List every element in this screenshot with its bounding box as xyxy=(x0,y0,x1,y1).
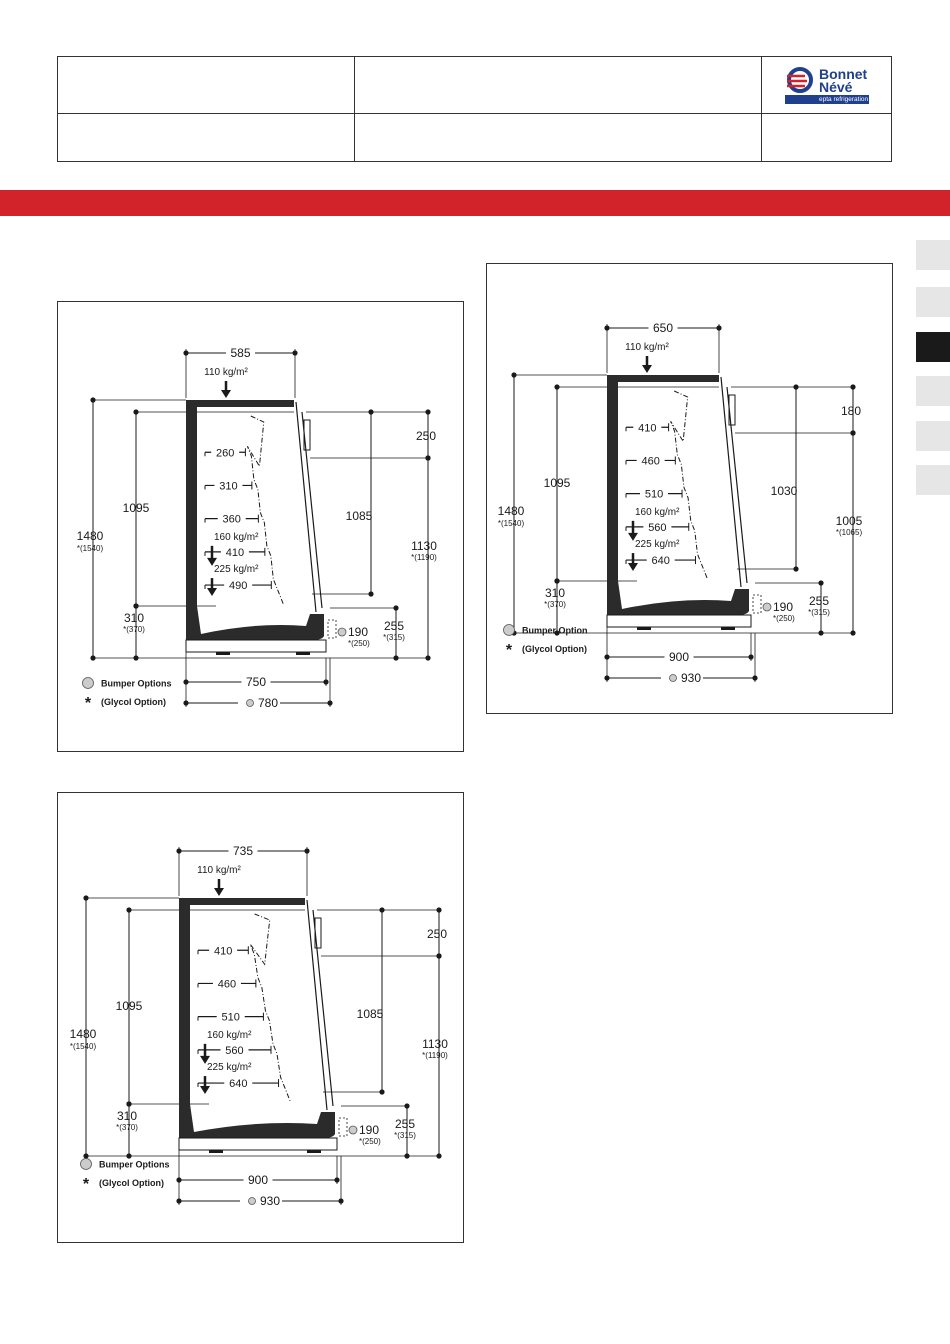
height-front-low: 255 xyxy=(394,1117,416,1131)
dimension-dot xyxy=(133,409,138,414)
shelf-depth-label: 640 xyxy=(229,1078,248,1091)
height-base: 310 xyxy=(123,611,145,625)
bumper-height: 190 xyxy=(773,600,794,614)
bumper-icon xyxy=(247,700,254,707)
height-front-glycol: *(1190) xyxy=(422,1051,448,1060)
dimension-dot xyxy=(604,325,609,330)
dimension-dot xyxy=(404,1153,409,1158)
cabinet-foot xyxy=(216,652,230,655)
height-inner: 1095 xyxy=(115,999,143,1013)
side-tab[interactable] xyxy=(916,240,950,270)
shelf-depth-label: 410 xyxy=(225,546,245,559)
side-tab[interactable] xyxy=(916,465,950,495)
logo-arrow-icon xyxy=(785,65,819,95)
height-total: 1480 xyxy=(69,1027,97,1041)
dimension-dot xyxy=(404,1103,409,1108)
dimension-dot xyxy=(425,655,430,660)
load-arrow-head xyxy=(628,563,638,571)
side-tab[interactable] xyxy=(916,376,950,406)
dimension-dot xyxy=(126,1101,131,1106)
cabinet-foot xyxy=(637,627,651,630)
height-right-top: 180 xyxy=(840,404,862,418)
dimension-dot xyxy=(176,848,181,853)
height-base-glycol: *(370) xyxy=(123,625,145,634)
front-frame xyxy=(296,402,316,612)
depth-bumper-dimension: 930 xyxy=(680,671,702,685)
brand-tagline: epta refrigeration xyxy=(819,96,869,103)
dimension-dot xyxy=(425,455,430,460)
header-divider xyxy=(761,57,762,161)
bumper-legend-icon xyxy=(504,625,515,636)
product-profile xyxy=(247,416,283,604)
height-base: 310 xyxy=(116,1109,138,1123)
height-front: 1130 xyxy=(422,1037,448,1051)
load-label: 225 kg/m² xyxy=(635,539,680,551)
dimension-dot xyxy=(818,580,823,585)
bumper-legend-icon xyxy=(83,678,94,689)
height-right: 1085 xyxy=(345,509,373,523)
height-front-glycol: *(1190) xyxy=(411,553,437,562)
depth-dimension: 900 xyxy=(668,650,690,664)
dimension-dot xyxy=(90,655,95,660)
dimension-dot xyxy=(133,603,138,608)
cabinet-plinth xyxy=(607,615,751,627)
load-label: 160 kg/m² xyxy=(214,531,259,543)
height-total-glycol: *(1540) xyxy=(76,544,104,553)
height-inner: 1095 xyxy=(122,501,150,515)
shelf-depth-label: 510 xyxy=(221,1011,240,1024)
bumper-outline xyxy=(753,595,761,613)
depth-dimension: 900 xyxy=(247,1173,269,1187)
dimension-dot xyxy=(183,700,188,705)
load-label: 110 kg/m² xyxy=(197,865,241,876)
front-frame xyxy=(727,387,747,583)
cabinet-foot xyxy=(307,1150,321,1153)
header-divider xyxy=(58,113,891,114)
dimension-dot xyxy=(334,1177,339,1182)
shelf-depth-label: 460 xyxy=(217,978,237,991)
dimension-dot xyxy=(338,1198,343,1203)
dimension-dot xyxy=(748,654,753,659)
height-front: 1005 xyxy=(835,514,863,528)
cabinet-plinth xyxy=(186,640,326,652)
load-arrow-head xyxy=(200,1086,210,1094)
dimension-dot xyxy=(818,630,823,635)
front-frame xyxy=(307,900,327,1110)
load-label: 110 kg/m² xyxy=(204,367,248,378)
bumper-outline xyxy=(328,620,336,638)
dimension-dot xyxy=(292,350,297,355)
dimension-dot xyxy=(90,397,95,402)
bumper-icon xyxy=(249,1198,256,1205)
height-front-low-glycol: *(315) xyxy=(383,633,405,642)
depth-bumper-dimension: 780 xyxy=(257,696,279,710)
dimension-dot xyxy=(752,675,757,680)
side-tab[interactable] xyxy=(916,421,950,451)
glycol-legend-label: (Glycol Option) xyxy=(522,644,587,654)
bumper-icon xyxy=(338,628,346,636)
cabinet-plinth xyxy=(179,1138,337,1150)
height-inner: 1095 xyxy=(543,476,571,490)
dimension-dot xyxy=(323,679,328,684)
product-profile xyxy=(250,914,290,1102)
dimension-dot xyxy=(393,655,398,660)
front-frame xyxy=(313,910,333,1106)
dimension-dot xyxy=(850,630,855,635)
header-table xyxy=(57,56,892,162)
load-arrow-head xyxy=(207,588,217,596)
header-divider xyxy=(354,57,355,161)
load-arrow-head xyxy=(642,365,652,373)
depth-dimension: 750 xyxy=(245,675,267,689)
bumper-height: 190 xyxy=(348,625,369,639)
bumper-icon xyxy=(349,1126,357,1134)
dimension-dot xyxy=(83,1153,88,1158)
diagram-panel-1 xyxy=(57,301,464,752)
shelf-depth-label: 260 xyxy=(216,447,235,460)
dimension-dot xyxy=(850,430,855,435)
shelf-depth-label: 510 xyxy=(644,488,664,501)
glycol-legend-label: (Glycol Option) xyxy=(99,1178,164,1188)
height-base-glycol: *(370) xyxy=(544,600,566,609)
bumper-legend-label: Bumper Options xyxy=(101,678,172,689)
dimension-dot xyxy=(126,907,131,912)
height-front-low: 255 xyxy=(383,619,405,633)
cabinet-tub xyxy=(607,581,749,615)
dimension-dot xyxy=(304,848,309,853)
dimension-dot xyxy=(176,1177,181,1182)
bumper-legend-icon xyxy=(81,1159,92,1170)
height-total-glycol: *(1540) xyxy=(69,1042,97,1051)
bumper-height: 190 xyxy=(359,1123,380,1137)
bumper-legend-label: Bumper Options xyxy=(99,1159,170,1170)
dimension-dot xyxy=(554,578,559,583)
asterisk-icon: * xyxy=(505,642,513,659)
height-front: 1130 xyxy=(411,539,437,553)
height-base: 310 xyxy=(544,586,566,600)
height-front-glycol: *(1065) xyxy=(835,528,863,537)
shelf-depth-label: 460 xyxy=(641,455,660,468)
side-tab-active[interactable] xyxy=(916,332,950,362)
dimension-dot xyxy=(436,907,441,912)
dimension-dot xyxy=(604,654,609,659)
cabinet-foot xyxy=(296,652,310,655)
glycol-legend-label: (Glycol Option) xyxy=(101,697,166,707)
shelf-depth-label: 360 xyxy=(222,513,241,526)
dimension-dot xyxy=(716,325,721,330)
bumper-legend-label: Bumper Option xyxy=(522,625,588,636)
height-total: 1480 xyxy=(497,504,525,518)
bumper-height-glycol: *(250) xyxy=(348,639,370,648)
load-arrow-head xyxy=(214,888,224,896)
dimension-dot xyxy=(126,1153,131,1158)
height-right-top: 250 xyxy=(426,927,448,941)
height-base-glycol: *(370) xyxy=(116,1123,138,1132)
load-arrow-head xyxy=(221,390,231,398)
shelf-depth-label: 310 xyxy=(219,480,238,493)
diagram-panel-3 xyxy=(57,792,464,1243)
load-label: 225 kg/m² xyxy=(214,564,259,576)
product-profile xyxy=(671,391,708,579)
dimension-dot xyxy=(850,384,855,389)
width-dimension: 650 xyxy=(652,321,674,335)
height-total-glycol: *(1540) xyxy=(497,519,525,528)
cabinet-section-diagram xyxy=(487,264,894,715)
dimension-dot xyxy=(604,675,609,680)
asterisk-icon: * xyxy=(82,1176,90,1193)
dimension-dot xyxy=(133,655,138,660)
bumper-icon xyxy=(670,675,677,682)
diagram-panel-2 xyxy=(486,263,893,714)
load-label: 225 kg/m² xyxy=(207,1062,252,1074)
brand-name-line2: Névé xyxy=(819,79,853,95)
bumper-height-glycol: *(250) xyxy=(773,614,795,623)
shelf-depth-label: 560 xyxy=(648,521,667,534)
depth-bumper-dimension: 930 xyxy=(259,1194,281,1208)
dimension-dot xyxy=(176,1198,181,1203)
height-right: 1085 xyxy=(356,1007,384,1021)
brand-name-line1: Bonnet xyxy=(819,66,868,82)
dimension-dot xyxy=(436,953,441,958)
dimension-dot xyxy=(183,679,188,684)
width-dimension: 585 xyxy=(230,346,251,360)
dimension-dot xyxy=(183,350,188,355)
shelf-depth-label: 560 xyxy=(225,1044,244,1057)
section-bar xyxy=(0,190,950,216)
height-right-top: 250 xyxy=(415,429,437,443)
height-right: 1030 xyxy=(770,484,798,498)
cabinet-section-diagram xyxy=(58,302,465,753)
cabinet-foot xyxy=(209,1150,223,1153)
cabinet-foot xyxy=(721,627,735,630)
load-label: 160 kg/m² xyxy=(635,506,680,518)
height-total: 1480 xyxy=(76,529,104,543)
cabinet-section-diagram xyxy=(58,793,465,1244)
height-front-low-glycol: *(315) xyxy=(394,1131,416,1140)
dimension-dot xyxy=(511,372,516,377)
shelf-depth-label: 640 xyxy=(651,555,670,568)
dimension-dot xyxy=(393,605,398,610)
shelf-depth-label: 490 xyxy=(228,580,248,593)
shelf-depth-label: 410 xyxy=(213,945,233,958)
height-front-low: 255 xyxy=(808,594,830,608)
cabinet-tub xyxy=(186,606,324,640)
bumper-outline xyxy=(339,1118,347,1136)
asterisk-icon: * xyxy=(84,695,92,712)
dimension-dot xyxy=(554,384,559,389)
dimension-dot xyxy=(436,1153,441,1158)
front-frame xyxy=(721,377,741,587)
load-label: 110 kg/m² xyxy=(625,342,669,353)
width-dimension: 735 xyxy=(232,844,254,858)
bumper-icon xyxy=(763,603,771,611)
shelf-depth-label: 410 xyxy=(638,422,657,435)
cabinet-tub xyxy=(179,1104,335,1138)
load-label: 160 kg/m² xyxy=(207,1029,252,1041)
dimension-dot xyxy=(327,700,332,705)
dimension-dot xyxy=(83,895,88,900)
bumper-height-glycol: *(250) xyxy=(359,1137,381,1146)
brand-logo xyxy=(783,64,871,106)
front-frame xyxy=(302,412,322,608)
dimension-dot xyxy=(425,409,430,414)
height-front-low-glycol: *(315) xyxy=(808,608,830,617)
side-tab[interactable] xyxy=(916,287,950,317)
